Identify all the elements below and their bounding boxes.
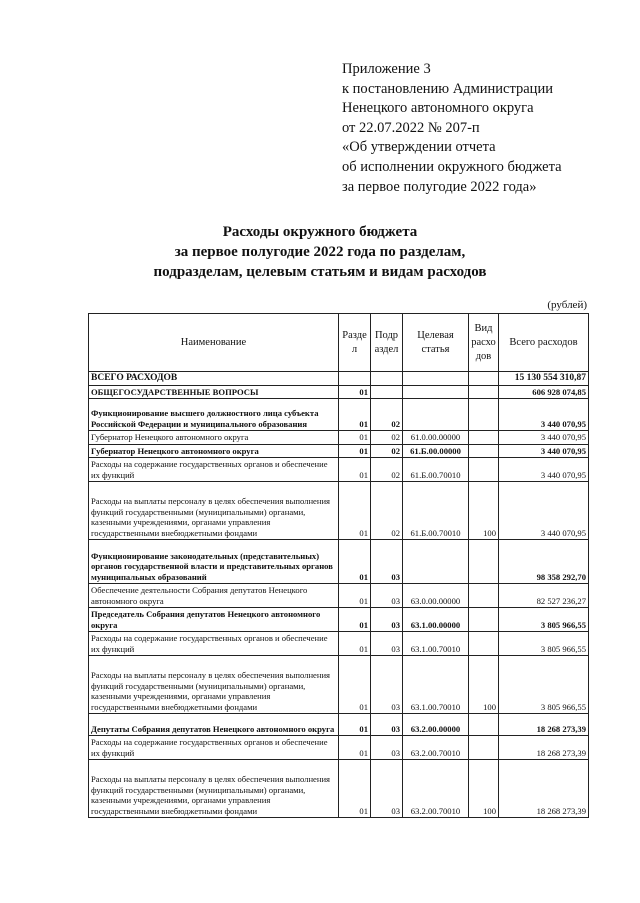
cell-subsection: 02 xyxy=(371,458,403,482)
cell-section: 01 xyxy=(339,458,371,482)
table-row xyxy=(89,482,589,540)
cell-type xyxy=(469,399,499,431)
cell-target xyxy=(403,372,469,386)
cell-subsection: 03 xyxy=(371,632,403,656)
cell-total: 3 440 070,95 xyxy=(499,399,589,431)
cell-subsection: 03 xyxy=(371,736,403,760)
cell-subsection: 03 xyxy=(371,584,403,608)
cell-name: Расходы на содержание государственных органов и обеспечение их функций xyxy=(89,632,339,656)
header-type: Вид расхо дов xyxy=(469,314,499,372)
currency-unit: (рублей) xyxy=(547,299,587,311)
cell-target: 61.Б.00.00000 xyxy=(403,444,469,458)
cell-section: 01 xyxy=(339,399,371,431)
appendix-line: за первое полугодие 2022 года» xyxy=(342,178,537,195)
appendix-block xyxy=(342,60,622,197)
appendix-line: об исполнении окружного бюджета xyxy=(342,158,562,175)
cell-total: 3 805 966,55 xyxy=(499,632,589,656)
table-body xyxy=(89,372,589,818)
appendix-line: «Об утверждении отчета xyxy=(342,139,496,156)
cell-type xyxy=(469,736,499,760)
cell-target: 63.1.00.00000 xyxy=(403,608,469,632)
cell-type: 100 xyxy=(469,656,499,714)
cell-subsection: 02 xyxy=(371,399,403,431)
cell-subsection: 03 xyxy=(371,714,403,736)
cell-total: 18 268 273,39 xyxy=(499,760,589,818)
table-row xyxy=(89,584,589,608)
cell-name: Губернатор Ненецкого автономного округа xyxy=(89,431,339,445)
title-line: Расходы окружного бюджета xyxy=(222,224,418,240)
cell-section xyxy=(339,372,371,386)
cell-section: 01 xyxy=(339,608,371,632)
cell-subsection xyxy=(371,385,403,399)
cell-section: 01 xyxy=(339,714,371,736)
table-row xyxy=(89,608,589,632)
cell-total: 3 805 966,55 xyxy=(499,608,589,632)
cell-target: 61.Б.00.70010 xyxy=(403,482,469,540)
cell-section: 01 xyxy=(339,540,371,584)
table-row xyxy=(89,760,589,818)
table-header-row xyxy=(89,314,589,372)
appendix-line: Приложение 3 xyxy=(342,61,431,77)
cell-name: ОБЩЕГОСУДАРСТВЕННЫЕ ВОПРОСЫ xyxy=(89,385,339,399)
cell-total: 3 805 966,55 xyxy=(499,656,589,714)
cell-type: 100 xyxy=(469,760,499,818)
table-row xyxy=(89,540,589,584)
cell-section: 01 xyxy=(339,760,371,818)
cell-section: 01 xyxy=(339,736,371,760)
table-row xyxy=(89,385,589,399)
cell-type xyxy=(469,632,499,656)
cell-target: 63.2.00.70010 xyxy=(403,736,469,760)
cell-total: 3 440 070,95 xyxy=(499,431,589,445)
cell-type: 100 xyxy=(469,482,499,540)
cell-total: 606 928 074,85 xyxy=(499,385,589,399)
document-title xyxy=(60,222,580,282)
cell-name: Обеспечение деятельности Собрания депутатов Ненецкого автономного округа xyxy=(89,584,339,608)
title-line: подразделам, целевым статьям и видам расходов xyxy=(153,264,487,280)
table-row xyxy=(89,714,589,736)
header-subsection: Подр аздел xyxy=(371,314,403,372)
cell-subsection: 03 xyxy=(371,760,403,818)
cell-name: Функционирование законодательных (представительных) органов государственной власти и представительных органов муниципальных образований xyxy=(89,540,339,584)
cell-target xyxy=(403,540,469,584)
table-row xyxy=(89,736,589,760)
cell-total: 98 358 292,70 xyxy=(499,540,589,584)
cell-total: 82 527 236,27 xyxy=(499,584,589,608)
cell-subsection: 02 xyxy=(371,431,403,445)
cell-total: 18 268 273,39 xyxy=(499,714,589,736)
cell-target: 63.1.00.70010 xyxy=(403,656,469,714)
cell-target: 63.1.00.70010 xyxy=(403,632,469,656)
cell-type xyxy=(469,540,499,584)
table-row xyxy=(89,444,589,458)
cell-target xyxy=(403,385,469,399)
appendix-line: от 22.07.2022 № 207-п xyxy=(342,119,480,136)
cell-subsection: 02 xyxy=(371,444,403,458)
cell-subsection: 03 xyxy=(371,656,403,714)
table-row xyxy=(89,399,589,431)
cell-type xyxy=(469,608,499,632)
cell-target: 63.2.00.00000 xyxy=(403,714,469,736)
cell-name: Расходы на выплаты персоналу в целях обеспечения выполнения функций государственными (муниципальными) органами, казенными учреждениями, органами управления государственными внебюджетными фондами xyxy=(89,482,339,540)
cell-type xyxy=(469,431,499,445)
cell-subsection xyxy=(371,372,403,386)
cell-total: 3 440 070,95 xyxy=(499,458,589,482)
cell-name: Расходы на выплаты персоналу в целях обеспечения выполнения функций государственными (муниципальными) органами, казенными учреждениями, органами управления государственными внебюджетными фондами xyxy=(89,656,339,714)
cell-name: Расходы на содержание государственных органов и обеспечение их функций xyxy=(89,458,339,482)
cell-name: ВСЕГО РАСХОДОВ xyxy=(89,372,339,386)
budget-table xyxy=(88,313,589,818)
cell-total: 3 440 070,95 xyxy=(499,444,589,458)
cell-section: 01 xyxy=(339,584,371,608)
cell-section: 01 xyxy=(339,632,371,656)
cell-name: Губернатор Ненецкого автономного округа xyxy=(89,444,339,458)
cell-section: 01 xyxy=(339,444,371,458)
cell-target xyxy=(403,399,469,431)
cell-total: 15 130 554 310,87 xyxy=(499,372,589,386)
cell-section: 01 xyxy=(339,431,371,445)
cell-section: 01 xyxy=(339,482,371,540)
table-row xyxy=(89,372,589,386)
cell-section: 01 xyxy=(339,656,371,714)
table-row xyxy=(89,656,589,714)
cell-target: 63.0.00.00000 xyxy=(403,584,469,608)
header-section: Разде л xyxy=(339,314,371,372)
title-line: за первое полугодие 2022 года по разделам, xyxy=(174,244,466,260)
header-target: Целевая статья xyxy=(403,314,469,372)
table-row xyxy=(89,458,589,482)
cell-name: Расходы на содержание государственных органов и обеспечение их функций xyxy=(89,736,339,760)
cell-total: 18 268 273,39 xyxy=(499,736,589,760)
cell-target: 61.Б.00.70010 xyxy=(403,458,469,482)
cell-type xyxy=(469,444,499,458)
cell-type xyxy=(469,714,499,736)
cell-name: Депутаты Собрания депутатов Ненецкого автономного округа xyxy=(89,714,339,736)
cell-subsection: 02 xyxy=(371,482,403,540)
cell-total: 3 440 070,95 xyxy=(499,482,589,540)
appendix-line: к постановлению Администрации xyxy=(342,80,553,97)
cell-type xyxy=(469,584,499,608)
cell-section: 01 xyxy=(339,385,371,399)
cell-target: 61.0.00.00000 xyxy=(403,431,469,445)
header-name: Наименование xyxy=(89,314,339,372)
cell-target: 63.2.00.70010 xyxy=(403,760,469,818)
cell-subsection: 03 xyxy=(371,540,403,584)
cell-type xyxy=(469,372,499,386)
cell-subsection: 03 xyxy=(371,608,403,632)
appendix-line: Ненецкого автономного округа xyxy=(342,100,534,117)
cell-type xyxy=(469,458,499,482)
table-row xyxy=(89,431,589,445)
cell-name: Председатель Собрания депутатов Ненецкого автономного округа xyxy=(89,608,339,632)
cell-name: Функционирование высшего должностного лица субъекта Российской Федерации и муниципального образования xyxy=(89,399,339,431)
table-row xyxy=(89,632,589,656)
cell-type xyxy=(469,385,499,399)
cell-name: Расходы на выплаты персоналу в целях обеспечения выполнения функций государственными (муниципальными) органами, казенными учреждениями, органами управления государственными внебюджетными фондами xyxy=(89,760,339,818)
header-total: Всего расходов xyxy=(499,314,589,372)
